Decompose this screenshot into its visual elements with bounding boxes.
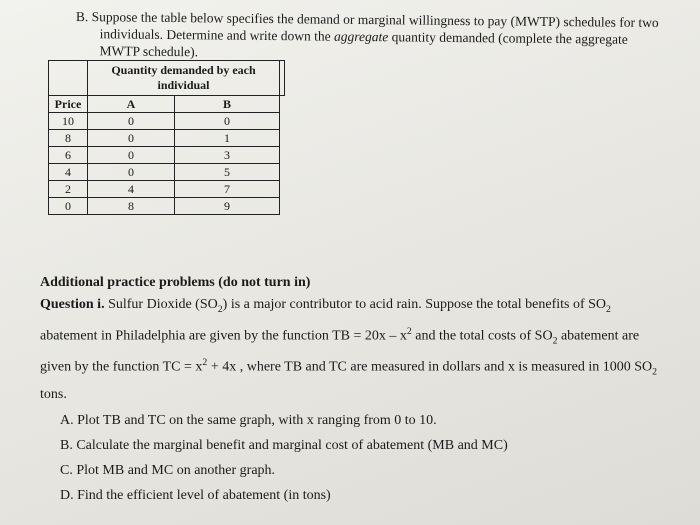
list-item: A. Plot TB and TC on the same graph, with x ranging from 0 to 10.	[60, 412, 437, 428]
practice-heading: Additional practice problems (do not turn in)	[40, 275, 311, 290]
group-header: Quantity demanded by each individual	[88, 61, 280, 96]
col-price-header: Price	[49, 96, 88, 113]
list-item: B. Calculate the marginal benefit and marginal cost of abatement (MB and MC)	[60, 437, 508, 453]
table-spacer-cell	[280, 61, 285, 96]
question-i: Question i. Sulfur Dioxide $(SO_2)$ is a major contributor to acid rain. Suppose the total benefits of $SO_2$ abatement in Philadelphia are given by the function TB = $20x - x^2$ and the total costs of $SO_2$ abatement are given by the function TC = $x^2 + 4x$ , where TB and TC are measured in dollars and x is measured in 1000 $SO_2$ tons.	[40, 297, 658, 402]
question-items	[40, 408, 685, 508]
table-row: 8 0 1	[49, 130, 285, 147]
table-row: 6 0 3	[49, 147, 285, 164]
table-row: 0 8 9	[49, 198, 285, 215]
table-row: 10 0 0	[49, 113, 285, 130]
part-b-prompt	[75, 8, 686, 65]
part-b-line-3: MWTP schedule).	[99, 43, 199, 60]
list-item: D. Find the efficient level of abatement (in tons)	[60, 487, 331, 503]
table-row: 2 4 7	[49, 181, 285, 198]
table-row: 4 0 5	[49, 164, 285, 181]
part-b-line-1: B. Suppose the table below specifies the demand or marginal willingness to pay (MWTP) schedules for two	[75, 8, 659, 31]
table-corner-cell	[49, 61, 88, 96]
list-item: C. Plot MB and MC on another graph.	[60, 462, 276, 478]
practice-section	[40, 272, 685, 508]
col-b-header: B	[175, 96, 280, 113]
mwtp-table	[48, 60, 285, 215]
part-b-line-2: individuals. Determine and write down the aggregate quantity demanded (complete the aggregate	[99, 26, 628, 47]
col-a-header: A	[88, 96, 175, 113]
question-label: Question i.	[40, 297, 105, 312]
aggregate-emphasis: aggregate	[333, 28, 389, 45]
